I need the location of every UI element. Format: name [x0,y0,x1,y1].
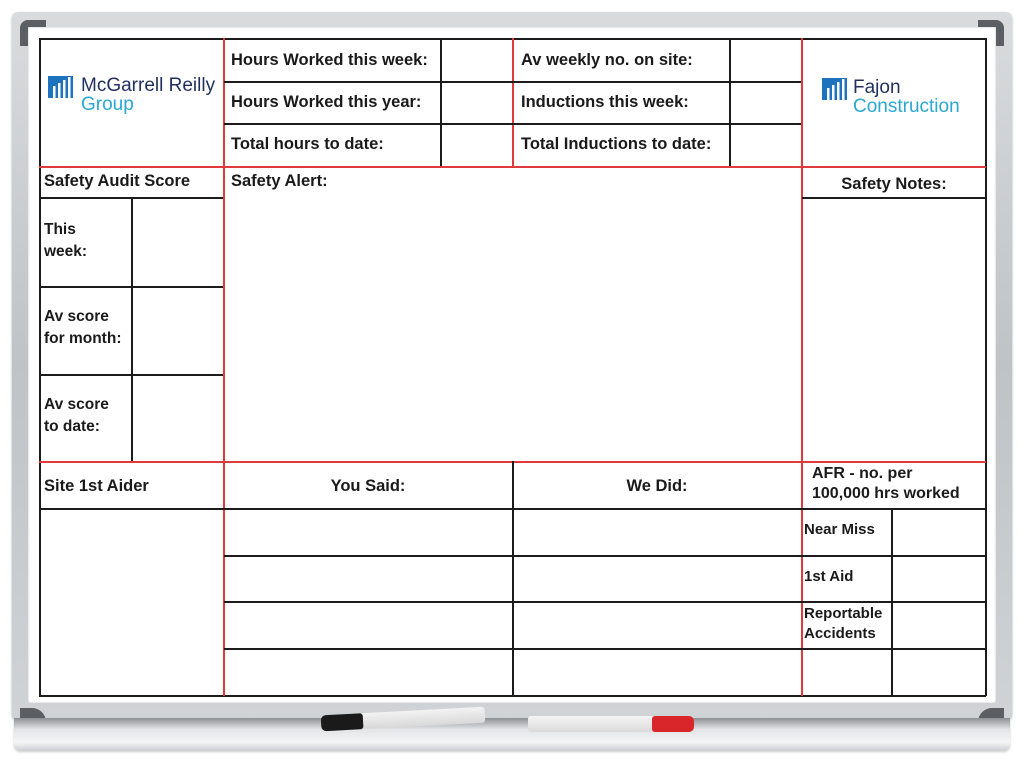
label-line: for month: [44,330,122,347]
grid-line [224,601,985,603]
bar-mark-icon [822,78,847,100]
site-first-aider-area[interactable] [41,510,222,694]
label-av-weekly: Av weekly no. on site: [521,51,693,69]
afr-title [812,464,960,504]
value-hours-week[interactable] [442,40,511,80]
label-line: week: [44,243,88,260]
label-hours-year: Hours Worked this year: [231,93,422,111]
value-total-inductions[interactable] [731,125,800,165]
safety-notes-title: Safety Notes: [841,175,947,193]
label-inductions-week: Inductions this week: [521,93,689,111]
logo-line-2: Construction [853,96,960,117]
value-total-hours[interactable] [442,125,511,165]
label-this-week [44,219,87,263]
grid-line [985,38,987,696]
safety-audit-title: Safety Audit Score [44,172,191,190]
label-line: This [44,221,76,238]
logo-line-2: Group [81,94,134,115]
grid-line [224,648,985,650]
you-said-title: You Said: [330,477,406,495]
label-near-miss: Near Miss [804,521,875,538]
grid-line [224,123,801,125]
we-did-title: We Did: [626,477,688,495]
red-marker-icon[interactable] [528,716,692,732]
value-audit-av-month[interactable] [133,288,222,373]
label-av-month [44,306,121,350]
logo-line-1: McGarrell Reilly [81,75,216,96]
grid-line [224,81,801,83]
label-line: Av score [44,308,109,325]
label-reportable-accidents [804,604,882,644]
bar-mark-icon [48,76,73,98]
label-line: to date: [44,418,100,435]
grid-line [224,555,985,557]
safety-notes-area[interactable] [804,199,984,460]
label-line: AFR - no. per [812,465,913,482]
label-line: Reportable [804,605,883,622]
value-av-weekly[interactable] [731,40,800,80]
label-hours-week: Hours Worked this week: [231,51,428,69]
grid-line [512,38,514,166]
grid-line [223,38,225,696]
safety-alert-area[interactable] [226,196,800,460]
label-line: Accidents [804,625,876,642]
label-line: Av score [44,396,109,413]
marker-tray [14,718,1010,750]
value-audit-av-date[interactable] [133,376,222,460]
site-first-aider-title: Site 1st Aider [44,477,149,495]
logo-line-1: Fajon [853,77,901,98]
value-hours-year[interactable] [442,83,511,122]
grid-line [512,461,514,696]
logo-mcgarrell-reilly [48,76,215,114]
marker-cap-icon [652,716,694,732]
grid-line [801,38,803,696]
value-near-miss[interactable] [893,510,984,554]
value-first-aid[interactable] [893,557,984,600]
label-first-aid: 1st Aid [804,568,854,585]
label-total-inductions: Total Inductions to date: [521,135,712,153]
logo-fajon-construction [822,78,960,116]
value-audit-this-week[interactable] [133,199,222,285]
safety-alert-title: Safety Alert: [231,172,328,190]
label-av-date [44,394,109,438]
grid-line [39,166,986,168]
label-total-hours: Total hours to date: [231,135,384,153]
value-inductions-week[interactable] [731,83,800,122]
value-reportable-accidents[interactable] [893,603,984,647]
marker-cap-icon [321,713,364,731]
label-line: 100,000 hrs worked [812,485,960,502]
